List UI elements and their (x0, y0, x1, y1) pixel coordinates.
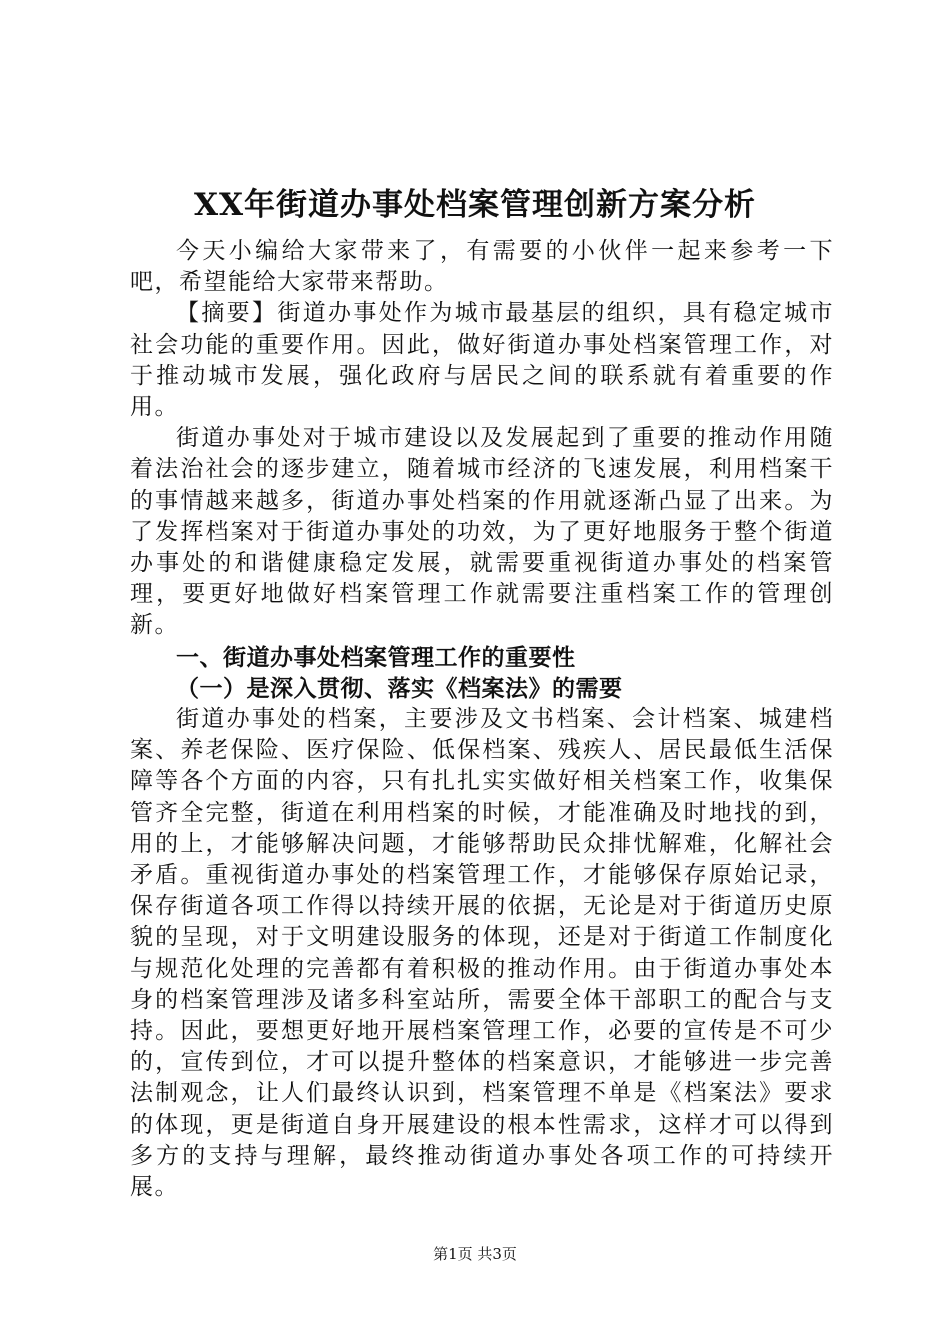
section-heading: 一、街道办事处档案管理工作的重要性 (176, 643, 576, 671)
subsection-heading: （一）是深入贯彻、落实《档案法》的需要 (176, 674, 623, 702)
abstract-paragraph: 【摘要】街道办事处作为城市最基层的组织，具有稳定城市社会功能的重要作用。因此，做好街道办事处档案管理工作，对于推动城市发展，强化政府与居民之间的联系就有着重要的作用。 (130, 300, 834, 421)
document-body (130, 236, 834, 1203)
intro-paragraph: 今天小编给大家带来了，有需要的小伙伴一起来参考一下吧，希望能给大家带来帮助。 (130, 238, 834, 296)
page-footer: 第1页 共3页 (433, 1245, 517, 1263)
subsection-paragraph: 街道办事处的档案，主要涉及文书档案、会计档案、城建档案、养老保险、医疗保险、低保档案、残疾人、居民最低生活保障等各个方面的内容，只有扎扎实实做好相关档案工作，收集保管齐全完整，街道在利用档案的时候，才能准确及时地找的到，用的上，才能够解决问题，才能够帮助民众排忧解难，化解社会矛盾。重视街道办事处的档案管理工作，才能够保存原始记录，保存街道各项工作得以持续开展的依据，无论是对于街道历史原貌的呈现，对于文明建设服务的体现，还是对于街道工作制度化与规范化处理的完善都有着积极的推动作用。由于街道办事处本身的档案管理涉及诸多科室站所，需要全体干部职工的配合与支持。因此，要想更好地开展档案管理工作，必要的宣传是不可少的，宣传到位，才可以提升整体的档案意识，才能够进一步完善法制观念，让人们最终认识到，档案管理不单是《档案法》要求的体现，更是街道自身开展建设的根本性需求，这样才可以得到多方的支持与理解，最终推动街道办事处各项工作的可持续开展。 (130, 706, 834, 1201)
background-paragraph: 街道办事处对于城市建设以及发展起到了重要的推动作用随着法治社会的逐步建立，随着城市经济的飞速发展，利用档案干的事情越来越多，街道办事处档案的作用就逐渐凸显了出来。为了发挥档案对于街道办事处的功效，为了更好地服务于整个街道办事处的和谐健康稳定发展，就需要重视街道办事处的档案管理，要更好地做好档案管理工作就需要注重档案工作的管理创新。 (130, 425, 834, 639)
document-title: XX年街道办事处档案管理创新方案分析 (193, 187, 757, 223)
